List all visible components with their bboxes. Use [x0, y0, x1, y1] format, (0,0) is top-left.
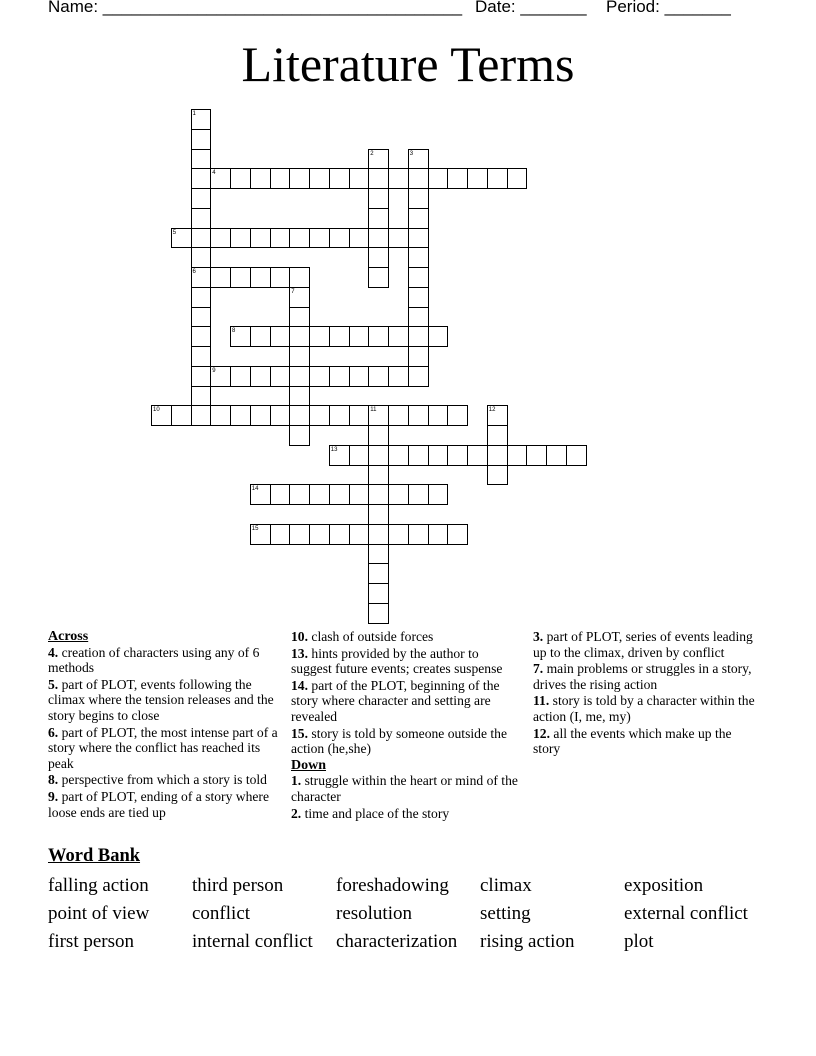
- word-bank-item: exposition: [624, 875, 704, 896]
- crossword-cell[interactable]: [388, 366, 409, 387]
- name-field[interactable]: Name: ______________________________________: [48, 0, 463, 16]
- crossword-cell[interactable]: [289, 326, 310, 347]
- crossword-cell[interactable]: [289, 228, 310, 249]
- crossword-cell[interactable]: [250, 366, 271, 387]
- crossword-cell[interactable]: [270, 524, 291, 545]
- clue-down-3: 3. part of PLOT, series of events leading up to the climax, driven by conflict: [533, 629, 753, 660]
- word-bank-title: Word Bank: [48, 846, 141, 866]
- word-bank-item: falling action: [48, 875, 149, 896]
- word-bank-item: external conflict: [624, 903, 748, 924]
- crossword-cell[interactable]: [408, 524, 429, 545]
- crossword-cell[interactable]: [388, 445, 409, 466]
- crossword-cell[interactable]: [368, 544, 389, 565]
- clue-number: 5: [172, 229, 177, 236]
- crossword-cell[interactable]: [230, 366, 251, 387]
- crossword-cell[interactable]: [507, 168, 528, 189]
- clue-across-4: 4. creation of characters using any of 6 methods: [48, 644, 260, 676]
- clue-number: 1: [192, 111, 196, 117]
- crossword-cell[interactable]: [289, 386, 310, 407]
- crossword-cell[interactable]: [487, 425, 508, 446]
- clue-number: 2: [370, 150, 374, 157]
- crossword-cell[interactable]: [408, 484, 429, 505]
- crossword-cell[interactable]: [329, 168, 350, 189]
- crossword-cell[interactable]: [349, 405, 370, 426]
- crossword-cell[interactable]: [151, 405, 172, 426]
- crossword-cell[interactable]: [289, 484, 310, 505]
- crossword-cell[interactable]: [289, 267, 310, 288]
- crossword-cell[interactable]: [230, 267, 251, 288]
- crossword-cell[interactable]: [368, 149, 389, 170]
- crossword-cell[interactable]: [309, 405, 330, 426]
- crossword-cell[interactable]: [191, 346, 212, 367]
- crossword-cell[interactable]: [191, 228, 212, 249]
- clue-number: 3: [409, 150, 414, 157]
- clues-column-2: [291, 629, 519, 822]
- clue-number: 6: [192, 269, 196, 275]
- crossword-cell[interactable]: [566, 445, 587, 466]
- crossword-cell[interactable]: [447, 168, 468, 189]
- crossword-cell[interactable]: [487, 465, 508, 486]
- crossword-cell[interactable]: [368, 425, 389, 446]
- word-bank-item: first person: [48, 931, 135, 952]
- crossword-cell[interactable]: [210, 228, 231, 249]
- crossword-cell[interactable]: [270, 405, 291, 426]
- crossword-cell[interactable]: [289, 524, 310, 545]
- word-bank-item: foreshadowing: [336, 875, 449, 896]
- crossword-cell[interactable]: [309, 168, 330, 189]
- clue-down-12: 12. all the events which make up the story: [533, 725, 732, 757]
- clue-across-10: 10. clash of outside forces: [291, 629, 434, 644]
- clue-across-14: 14. part of the PLOT, beginning of the story where character and setting are revealed: [291, 677, 500, 724]
- crossword-cell[interactable]: [349, 326, 370, 347]
- word-bank-item: climax: [480, 875, 532, 896]
- crossword-cell[interactable]: [230, 405, 251, 426]
- clue-across-8: 8. perspective from which a story is told: [48, 772, 267, 788]
- word-bank-item: setting: [480, 903, 531, 924]
- crossword-cell[interactable]: [428, 445, 449, 466]
- crossword-cell[interactable]: [428, 326, 449, 347]
- clue-down-2: 2. time and place of the story: [291, 805, 450, 821]
- crossword-cell[interactable]: [191, 405, 212, 426]
- crossword-cell[interactable]: [250, 326, 271, 347]
- crossword-cell[interactable]: [289, 307, 310, 328]
- crossword-cell[interactable]: [309, 366, 330, 387]
- crossword-cell[interactable]: [368, 583, 389, 604]
- word-bank-item: characterization: [336, 931, 458, 952]
- crossword-cell[interactable]: [428, 524, 449, 545]
- crossword-cell[interactable]: [191, 307, 212, 328]
- crossword-cell[interactable]: [270, 326, 291, 347]
- word-bank-item: plot: [624, 931, 654, 952]
- crossword-cell[interactable]: [191, 149, 212, 170]
- crossword-cell[interactable]: [408, 228, 429, 249]
- crossword-cell[interactable]: [191, 188, 212, 209]
- crossword-cell[interactable]: [428, 405, 449, 426]
- clues-column-1: [48, 629, 280, 821]
- clue-across-15: 15. story is told by someone outside the action (he,she): [291, 725, 507, 757]
- clue-number: 15: [251, 525, 259, 532]
- crossword-cell[interactable]: [368, 366, 389, 387]
- crossword-cell[interactable]: [191, 326, 212, 347]
- crossword-cell[interactable]: [329, 524, 350, 545]
- crossword-cell[interactable]: [210, 267, 231, 288]
- crossword-cell[interactable]: [329, 445, 350, 466]
- crossword-cell[interactable]: [368, 524, 389, 545]
- crossword-cell[interactable]: [408, 405, 429, 426]
- crossword-cell[interactable]: [507, 445, 528, 466]
- crossword-cell[interactable]: [270, 228, 291, 249]
- crossword-cell[interactable]: [428, 168, 449, 189]
- crossword-cell[interactable]: [309, 326, 330, 347]
- clue-across-9: 9. part of PLOT, ending of a story where loose ends are tied up: [48, 788, 269, 820]
- crossword-cell[interactable]: [467, 445, 488, 466]
- crossword-cell[interactable]: [210, 366, 231, 387]
- clue-number: 11: [370, 407, 377, 414]
- down-heading: Down: [291, 757, 327, 773]
- crossword-cell[interactable]: [368, 326, 389, 347]
- crossword-cell[interactable]: [349, 366, 370, 387]
- crossword-cell[interactable]: [368, 188, 389, 209]
- crossword-cell[interactable]: [368, 247, 389, 268]
- crossword-cell[interactable]: [289, 405, 310, 426]
- crossword-cell[interactable]: [526, 445, 547, 466]
- crossword-cell[interactable]: [408, 326, 429, 347]
- crossword-cell[interactable]: [191, 168, 212, 189]
- crossword-cell[interactable]: [329, 405, 350, 426]
- crossword-cell[interactable]: [388, 228, 409, 249]
- word-bank-item: conflict: [192, 903, 251, 924]
- clue-across-5: 5. part of PLOT, events following the climax where the tension releases and the story begins to close: [48, 676, 274, 723]
- crossword-cell[interactable]: [368, 168, 389, 189]
- crossword-cell[interactable]: [368, 484, 389, 505]
- word-bank: [48, 875, 788, 953]
- crossword-cell[interactable]: [408, 188, 429, 209]
- clue-number: 12: [488, 407, 496, 414]
- crossword-cell[interactable]: [408, 267, 429, 288]
- clue-number: 9: [212, 367, 216, 374]
- crossword-cell[interactable]: [487, 445, 508, 466]
- crossword-cell[interactable]: [408, 445, 429, 466]
- crossword-cell[interactable]: [329, 228, 350, 249]
- crossword-cell[interactable]: [408, 287, 429, 308]
- clue-down-7: 7. main problems or struggles in a story, drives the rising action: [533, 661, 752, 692]
- across-heading: Across: [48, 629, 89, 644]
- crossword-cell[interactable]: [349, 228, 370, 249]
- crossword-cell[interactable]: [368, 267, 389, 288]
- clue-across-13: 13. hints provided by the author to suggest future events; creates suspense: [291, 645, 503, 677]
- crossword-cell[interactable]: [408, 366, 429, 387]
- crossword-cell[interactable]: [191, 267, 212, 288]
- clue-number: 8: [232, 328, 236, 335]
- crossword-cell[interactable]: [191, 247, 212, 268]
- crossword-cell[interactable]: [270, 267, 291, 288]
- crossword-cell[interactable]: [230, 228, 251, 249]
- clue-down-1: 1. struggle within the heart or mind of the character: [291, 773, 518, 804]
- crossword-cell[interactable]: [171, 405, 192, 426]
- crossword-cell[interactable]: [447, 405, 468, 426]
- crossword-cell[interactable]: [250, 267, 271, 288]
- crossword-cell[interactable]: [487, 405, 508, 426]
- word-bank-item: point of view: [48, 903, 150, 924]
- crossword-cell[interactable]: [368, 603, 389, 624]
- crossword-cell[interactable]: [250, 484, 271, 505]
- crossword-cell[interactable]: [388, 168, 409, 189]
- crossword-cell[interactable]: [230, 168, 251, 189]
- crossword-cell[interactable]: [250, 168, 271, 189]
- crossword-cell[interactable]: [270, 168, 291, 189]
- crossword-cell[interactable]: [388, 524, 409, 545]
- crossword-cell[interactable]: [289, 346, 310, 367]
- crossword-cell[interactable]: [270, 366, 291, 387]
- crossword-cell[interactable]: [388, 484, 409, 505]
- crossword-cell[interactable]: [368, 563, 389, 584]
- date-field[interactable]: Date: _______: [475, 0, 587, 16]
- word-bank-item: internal conflict: [192, 931, 313, 952]
- crossword-cell[interactable]: [368, 504, 389, 525]
- crossword-cell[interactable]: [349, 524, 370, 545]
- crossword-cell[interactable]: [408, 307, 429, 328]
- crossword-cell[interactable]: [329, 484, 350, 505]
- page-title: Literature Terms: [241, 36, 575, 92]
- clues-column-3: [533, 629, 759, 758]
- crossword-cell[interactable]: [467, 168, 488, 189]
- word-bank-item: third person: [192, 875, 284, 896]
- crossword-cell[interactable]: [191, 386, 212, 407]
- crossword-cell[interactable]: [210, 405, 231, 426]
- clue-number: 14: [251, 486, 259, 493]
- crossword-cell[interactable]: [191, 366, 212, 387]
- clue-number: 4: [212, 170, 216, 177]
- crossword-cell[interactable]: [270, 484, 291, 505]
- crossword-cell[interactable]: [289, 168, 310, 189]
- crossword-cell[interactable]: [191, 129, 212, 150]
- period-field[interactable]: Period: _______: [606, 0, 731, 16]
- crossword-cell[interactable]: [408, 346, 429, 367]
- crossword-cell[interactable]: [289, 366, 310, 387]
- clue-number: 13: [330, 446, 338, 453]
- crossword-cell[interactable]: [368, 208, 389, 229]
- clue-across-6: 6. part of PLOT, the most intense part of a story where the conflict has reached its peak: [48, 724, 278, 771]
- word-bank-item: rising action: [480, 931, 575, 952]
- crossword-cell[interactable]: [250, 228, 271, 249]
- crossword-cell[interactable]: [408, 149, 429, 170]
- crossword-cell[interactable]: [408, 168, 429, 189]
- crossword-cell[interactable]: [329, 326, 350, 347]
- crossword-cell[interactable]: [210, 168, 231, 189]
- crossword-cell[interactable]: [388, 326, 409, 347]
- crossword-cell[interactable]: [250, 405, 271, 426]
- clue-down-11: 11. story is told by a character within the action (I, me, my): [533, 693, 755, 724]
- crossword-cell[interactable]: [447, 445, 468, 466]
- crossword-cell[interactable]: [309, 228, 330, 249]
- word-bank-item: resolution: [336, 903, 412, 924]
- crossword-cell[interactable]: [368, 445, 389, 466]
- crossword-cell[interactable]: [191, 287, 212, 308]
- crossword-cell[interactable]: [368, 228, 389, 249]
- crossword-cell[interactable]: [408, 208, 429, 229]
- crossword-cell[interactable]: [309, 524, 330, 545]
- crossword-cell[interactable]: [546, 445, 567, 466]
- crossword-cell[interactable]: [289, 425, 310, 446]
- crossword-cell[interactable]: [191, 208, 212, 229]
- crossword-cell[interactable]: [368, 405, 389, 426]
- crossword-cell[interactable]: [388, 405, 409, 426]
- crossword-cell[interactable]: [447, 524, 468, 545]
- crossword-cell[interactable]: [349, 484, 370, 505]
- crossword-cell[interactable]: [289, 287, 310, 308]
- crossword-cell[interactable]: [428, 484, 449, 505]
- crossword-cell[interactable]: [349, 168, 370, 189]
- crossword-cell[interactable]: [487, 168, 508, 189]
- crossword-cell[interactable]: [191, 109, 212, 130]
- clue-number: 7: [291, 288, 295, 295]
- clue-number: 10: [153, 407, 160, 414]
- crossword-cell[interactable]: [250, 524, 271, 545]
- crossword-cell[interactable]: [230, 326, 251, 347]
- crossword-cell[interactable]: [171, 228, 192, 249]
- crossword-cell[interactable]: [349, 445, 370, 466]
- crossword-cell[interactable]: [368, 465, 389, 486]
- crossword-cell[interactable]: [309, 484, 330, 505]
- crossword-cell[interactable]: [408, 247, 429, 268]
- crossword-cell[interactable]: [329, 366, 350, 387]
